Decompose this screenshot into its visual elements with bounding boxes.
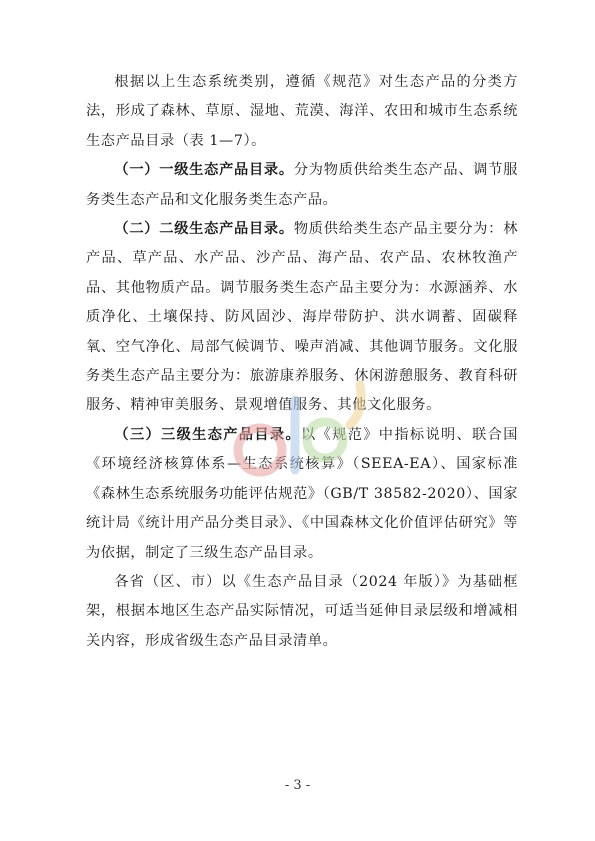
paragraph-text: 根据以上生态系统类别，遵循《规范》对生态产品的分类方法，形成了森林、草原、湿地、荒漠、海洋、农田和城市生态系统生态产品目录（表 1—7）。 — [86, 74, 518, 149]
paragraph-lead: （二）二级生态产品目录。 — [114, 221, 294, 238]
paragraph-level-one — [86, 156, 518, 215]
paragraph-lead: （一）一级生态产品目录。 — [114, 162, 294, 179]
page-number: - 3 - — [284, 778, 311, 793]
paragraph-text: 物质供给类生态产品主要分为：林产品、草产品、水产品、沙产品、海产品、农产品、农林牧渔产品、其他物质产品。调节服务类生态产品主要分为：水源涵养、水质净化、土壤保持、防风固沙、海岸带防护、洪水调蓄、固碳释氧、空气净化、局部气候调节、噪声消减、其他调节服务。文化服务类生态产品主要分为：旅游康养服务、休闲游憩服务、教育科研服务、精神审美服务、景观增值服务、其他文化服务。 — [86, 221, 518, 414]
paragraph-level-two — [86, 215, 518, 421]
paragraph-intro — [86, 68, 518, 156]
paragraph-level-three — [86, 421, 518, 568]
paragraph-lead: （三）三级生态产品目录。 — [114, 426, 302, 443]
paragraph-text: 各省（区、市）以《生态产品目录（2024 年版）》为基础框架，根据本地区生态产品实际情况，可适当延伸目录层级和增减相关内容，形成省级生态产品目录清单。 — [86, 573, 518, 649]
paragraph-provincial — [86, 568, 518, 656]
body-text — [86, 68, 518, 656]
paragraph-text: 以《规范》中指标说明、联合国《环境经济核算体系—生态系统核算》（SEEA-EA）、国家标准《森林生态系统服务功能评估规范》（GB/T 38582-2020）、国家统计局《统计用产品分类目录》、《中国森林文化价值评估研究》等为依据，制定了三级生态产品目录。 — [86, 426, 519, 561]
paragraph-text: 分为物质供给类生态产品、调节服务类生态产品和文化服务类生态产品。 — [86, 162, 518, 208]
